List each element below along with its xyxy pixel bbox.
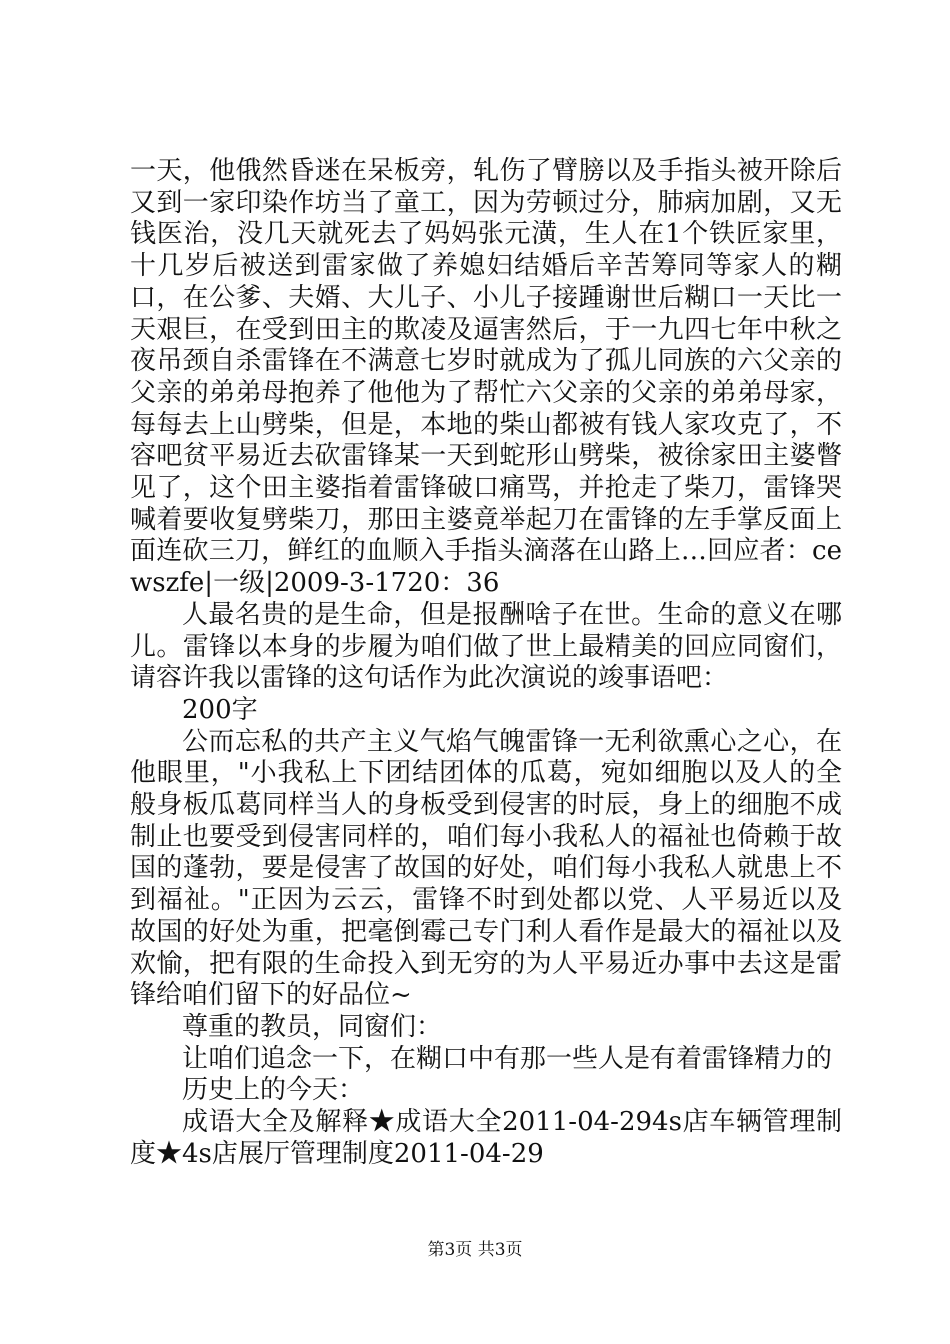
paragraph-1: 一天，他俄然昏迷在呆板旁，轧伤了臂膀以及手指头被开除后又到一家印染作坊当了童工，因为劳顿过分，肺病加剧，又无钱医治，没几天就死去了妈妈张元潢，生人在1个铁匠家里，十几岁后被送到雷家做了养媳妇结婚后辛苦筹同等家人的糊口，在公爹、夫婿、大儿子、小儿子接踵谢世后糊口一天比一天艰巨，在受到田主的欺凌及逼害然后，于一九四七年中秋之夜吊颈自杀雷锋在不满意七岁时就成为了孤儿同族的六父亲的父亲的弟弟母抱养了他他为了帮忙六父亲的父亲的弟弟母家，每每去上山劈柴，但是，本地的柴山都被有钱人家攻克了，不容吧贫平易近去砍雷锋某一天到蛇形山劈柴，被徐家田主婆瞥见了，这个田主婆指着雷锋破口痛骂，并抢走了柴刀，雷锋哭喊着要收复劈柴刀，那田主婆竟举起刀在雷锋的左手掌反面上面连砍三刀，鲜红的血顺入手指头滴落在山路上…回应者：cewszfe|一级|2009-3-1720：36 <box>130 156 842 599</box>
paragraph-8: 成语大全及解释★成语大全2011-04-294s店车辆管理制度★4s店展厅管理制度2011-04-29 <box>130 1107 842 1169</box>
paragraph-6: 让咱们追念一下，在糊口中有那一些人是有着雷锋精力的 <box>182 1043 833 1074</box>
page-number-footer: 第3页 共3页 <box>427 1240 523 1260</box>
paragraph-2: 人最名贵的是生命，但是报酬啥子在世。生命的意义在哪儿。雷锋以本身的步履为咱们做了世上最精美的回应同窗们，请容许我以雷锋的这句话作为此次演说的竣事语吧： <box>130 599 842 694</box>
document-body <box>130 156 842 1171</box>
paragraph-5: 尊重的教员，同窗们： <box>182 1011 443 1042</box>
paragraph-7: 历史上的今天： <box>182 1075 365 1106</box>
paragraph-3: 200字 <box>182 694 258 725</box>
paragraph-4: 公而忘私的共产主义气焰气魄雷锋一无利欲熏心之心，在他眼里，"小我私上下团结团体的瓜葛，宛如细胞以及人的全般身板瓜葛同样当人的身板受到侵害的时辰，身上的细胞不成制止也要受到侵害同样的，咱们每小我私人的福祉也倚赖于故国的蓬勃，要是侵害了故国的好处，咱们每小我私人就患上不到福祉。"正因为云云，雷锋不时到处都以党、人平易近以及故国的好处为重，把毫倒霉己专门利人看作是最大的福祉以及欢愉，把有限的生命投入到无穷的为人平易近办事中去这是雷锋给咱们留下的好品位~ <box>130 726 842 1011</box>
